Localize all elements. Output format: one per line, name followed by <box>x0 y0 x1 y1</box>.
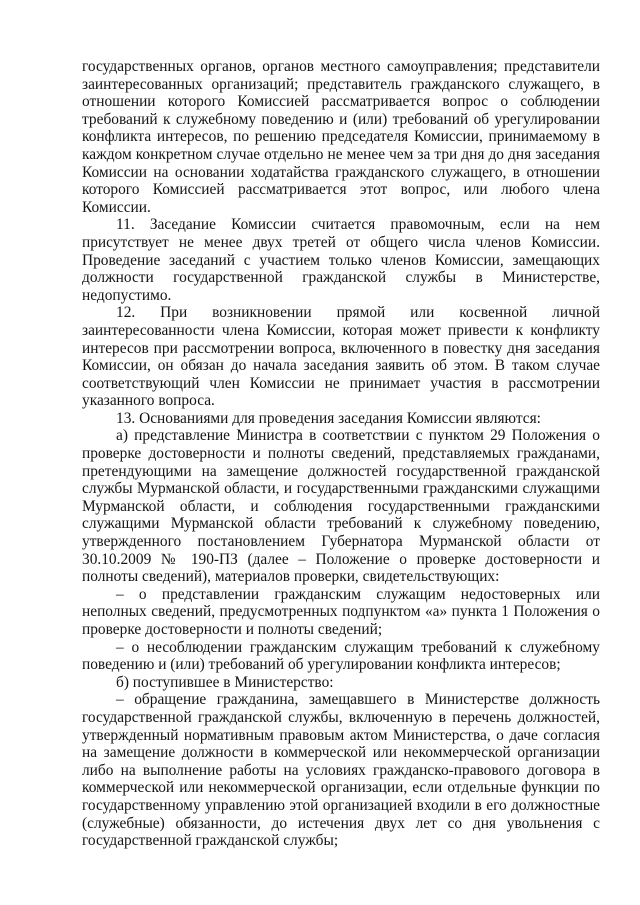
list-item: – о несоблюдении гражданским служащим требований к служебному поведению и (или) требований об урегулировании конфликта интересов; <box>82 638 600 674</box>
paragraph-continuation: государственных органов, органов местного самоуправления; представители заинтересованных организаций; представитель гражданского служащего, в отношении которого Комиссией рассматривается вопрос о соблюдении требований к служебному поведению и (или) требований об урегулировании конфликта интересов, по решению председателя Комиссии, принимаемому в каждом конкретном случае отдельно не менее чем за три дня до дня заседания Комиссии на основании ходатайства гражданского служащего, в отношении которого Комиссией рассматривается этот вопрос, или любого члена Комиссии. <box>82 58 600 216</box>
subparagraph-b: б) поступившее в Министерство: <box>116 673 334 691</box>
subparagraph-a: а) представление Министра в соответствии с пунктом 29 Положения о проверке достоверности и полноты сведений, представляемых гражданами, претендующими на замещение должностей государственной гражданской службы Мурманской области, и государственными гражданскими служащими Мурманской области, и соблюдения государственными гражданскими служащими Мурманской области требований к служебному поведению, утвержденного постановлением Губернатора Мурманской области от 30.10.2009 № 190-ПЗ (далее – Положение о проверке достоверности и полноты сведений), материалов проверки, свидетельствующих: <box>82 427 600 586</box>
list-item: – о представлении гражданским служащим недостоверных или неполных сведений, предусмотренных подпунктом «а» пункта 1 Положения о проверке достоверности и полноты сведений; <box>82 585 600 638</box>
list-item: – обращение гражданина, замещавшего в Министерстве должность государственной гражданской службы, включенную в перечень должностей, утвержденный нормативным правовым актом Министерства, о даче согласия на замещение должности в коммерческой или некоммерческой организации либо на выполнение работы на условиях гражданско-правового договора в коммерческой или некоммерческой организации, если отдельные функции по государственному управлению этой организацией входили в его должностные (служебные) обязанности, до истечения двух лет со дня увольнения с государственной гражданской службы; <box>82 691 600 850</box>
paragraph-12: 12. При возникновении прямой или косвенной личной заинтересованности члена Комиссии, которая может привести к конфликту интересов при рассмотрении вопроса, включенного в повестку дня заседания Комиссии, он обязан до начала заседания заявить об этом. В таком случае соответствующий член Комиссии не принимает участия в рассмотрении указанного вопроса. <box>82 304 600 410</box>
paragraph-13: 13. Основаниями для проведения заседания Комиссии являются: <box>116 409 541 427</box>
document-body <box>82 58 600 850</box>
paragraph-11: 11. Заседание Комиссии считается правомочным, если на нем присутствует не менее двух третей от общего числа членов Комиссии. Проведение заседаний с участием только членов Комиссии, замещающих должности государственной гражданской службы в Министерстве, недопустимо. <box>82 216 600 304</box>
